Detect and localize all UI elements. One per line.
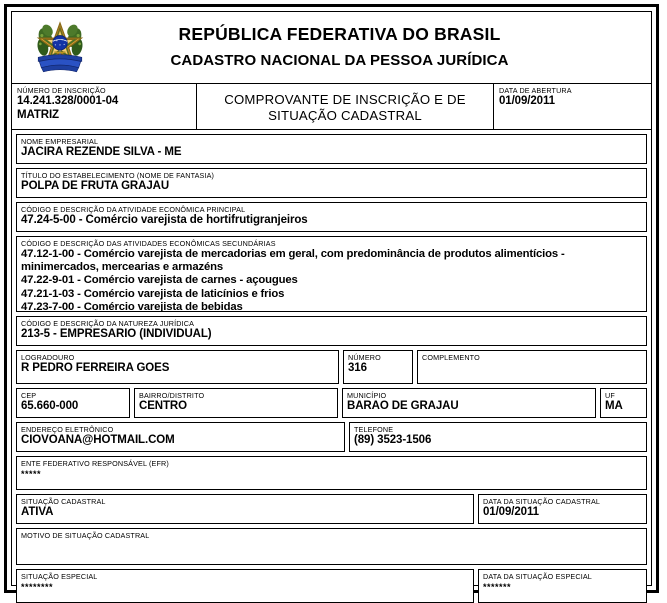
numero-label: NÚMERO [348,353,381,362]
ente-federativo-value: ***** [21,469,42,479]
atividade-secundaria-line: 47.23-7-00 - Comércio varejista de bebidas [21,300,243,312]
endereco-eletronico-value: CIOVOANA@HOTMAIL.COM [21,434,175,446]
telefone-label: TELEFONE [354,425,394,434]
field-data-situacao-especial [478,569,647,603]
logradouro-value: R PEDRO FERREIRA GOES [21,362,170,374]
header-titles [108,25,651,70]
natureza-juridica-label: CÓDIGO E DESCRIÇÃO DA NATUREZA JURÍDICA [21,319,195,328]
field-atividades-secundarias [16,236,647,312]
atividade-principal-value: 47.24-5-00 - Comércio varejista de hortifrutigranjeiros [21,214,308,226]
field-ente-federativo [16,456,647,490]
data-situacao-especial-value: ******* [483,582,512,592]
data-situacao-especial-label: DATA DA SITUAÇÃO ESPECIAL [483,572,592,581]
municipio-value: BARAO DE GRAJAU [347,400,459,412]
telefone-value: (89) 3523-1506 [354,434,432,446]
municipio-label: MUNICÍPIO [347,391,387,400]
numero-value: 316 [348,362,367,374]
motivo-situacao-cadastral-label: MOTIVO DE SITUAÇÃO CADASTRAL [21,531,150,540]
situacao-cadastral-value: ATIVA [21,506,54,518]
row-titulo-estabelecimento [12,168,651,198]
field-cep [16,388,130,418]
data-situacao-cadastral-value: 01/09/2011 [483,506,539,518]
row-motivo-situacao [12,528,651,565]
numero-inscricao-label: NÚMERO DE INSCRIÇÃO [17,86,106,95]
nome-empresarial-value: JACIRA REZENDE SILVA - ME [21,146,182,158]
nome-empresarial-label: NOME EMPRESARIAL [21,137,99,146]
page-title-republic: REPÚBLICA FEDERATIVA DO BRASIL [178,24,501,45]
field-atividade-principal [16,202,647,232]
titulo-estabelecimento-label: TÍTULO DO ESTABELECIMENTO (NOME DE FANTASIA) [21,171,215,180]
document-header [12,12,651,84]
row-ente-federativo [12,456,651,490]
atividade-secundaria-line: 47.21-1-03 - Comércio varejista de laticínios e frios [21,287,285,300]
comprovante-title-cell [197,84,494,129]
bairro-distrito-label: BAIRRO/DISTRITO [139,391,205,400]
situacao-especial-value: ******** [21,582,54,592]
titulo-estabelecimento-value: POLPA DE FRUTA GRAJAU [21,180,170,192]
document-page [4,4,659,593]
logradouro-label: LOGRADOURO [21,353,75,362]
field-bairro-distrito [134,388,338,418]
row-endereco [12,350,651,384]
field-situacao-especial [16,569,474,603]
endereco-eletronico-label: ENDEREÇO ELETRÔNICO [21,425,114,434]
numero-inscricao-value: 14.241.328/0001-04 [17,95,119,107]
atividade-secundaria-line: minimercados, mercearias e armazéns [21,261,223,274]
data-abertura-value: 01/09/2011 [499,95,555,107]
atividades-secundarias-label: CÓDIGO E DESCRIÇÃO DAS ATIVIDADES ECONÔMICAS SECUNDÁRIAS [21,239,276,248]
field-municipio [342,388,596,418]
field-telefone [349,422,647,452]
atividade-secundaria-line: 47.22-9-01 - Comércio varejista de carnes - açougues [21,274,298,287]
row-atividades-secundarias [12,236,651,312]
row-atividade-principal [12,202,651,232]
field-numero [343,350,413,384]
row-situacao-especial [12,569,651,603]
natureza-juridica-value: 213-5 - EMPRESARIO (INDIVIDUAL) [21,328,212,340]
bairro-distrito-value: CENTRO [139,400,187,412]
comprovante-title-line1: COMPROVANTE DE INSCRIÇÃO E DE [224,91,466,107]
row-nome-empresarial [12,134,651,164]
row-contato [12,422,651,452]
document-inner-frame [11,11,652,592]
cep-value: 65.660-000 [21,400,79,412]
brasao-svg [34,20,86,76]
page-title-cnpj: CADASTRO NACIONAL DA PESSOA JURÍDICA [170,52,509,70]
situacao-cadastral-label: SITUAÇÃO CADASTRAL [21,497,106,506]
field-motivo-situacao-cadastral [16,528,647,565]
data-abertura-cell [494,84,651,129]
atividade-secundaria-line: 47.12-1-00 - Comércio varejista de mercadorias em geral, com predominância de produtos alimentícios - [21,248,565,260]
inscription-strip [12,84,651,130]
row-situacao-cadastral [12,494,651,524]
numero-inscricao-tipo: MATRIZ [17,108,59,121]
atividade-principal-label: CÓDIGO E DESCRIÇÃO DA ATIVIDADE ECONÔMICA PRINCIPAL [21,205,246,214]
field-data-situacao-cadastral [478,494,647,524]
uf-value: MA [605,400,623,412]
comprovante-title-line2: SITUAÇÃO CADASTRAL [268,107,422,123]
row-localidade [12,388,651,418]
data-abertura-label: DATA DE ABERTURA [499,86,572,95]
coat-of-arms-icon [12,20,108,76]
numero-inscricao-cell [12,84,197,129]
data-situacao-cadastral-label: DATA DA SITUAÇÃO CADASTRAL [483,497,601,506]
document-body [12,134,651,603]
field-logradouro [16,350,339,384]
field-uf [600,388,647,418]
row-natureza-juridica [12,316,651,346]
field-nome-empresarial [16,134,647,164]
field-situacao-cadastral [16,494,474,524]
field-titulo-estabelecimento [16,168,647,198]
situacao-especial-label: SITUAÇÃO ESPECIAL [21,572,98,581]
uf-label: UF [605,391,615,400]
field-natureza-juridica [16,316,647,346]
cep-label: CEP [21,391,37,400]
complemento-label: COMPLEMENTO [422,353,480,362]
field-endereco-eletronico [16,422,345,452]
field-complemento [417,350,647,384]
ente-federativo-label: ENTE FEDERATIVO RESPONSÁVEL (EFR) [21,459,169,468]
